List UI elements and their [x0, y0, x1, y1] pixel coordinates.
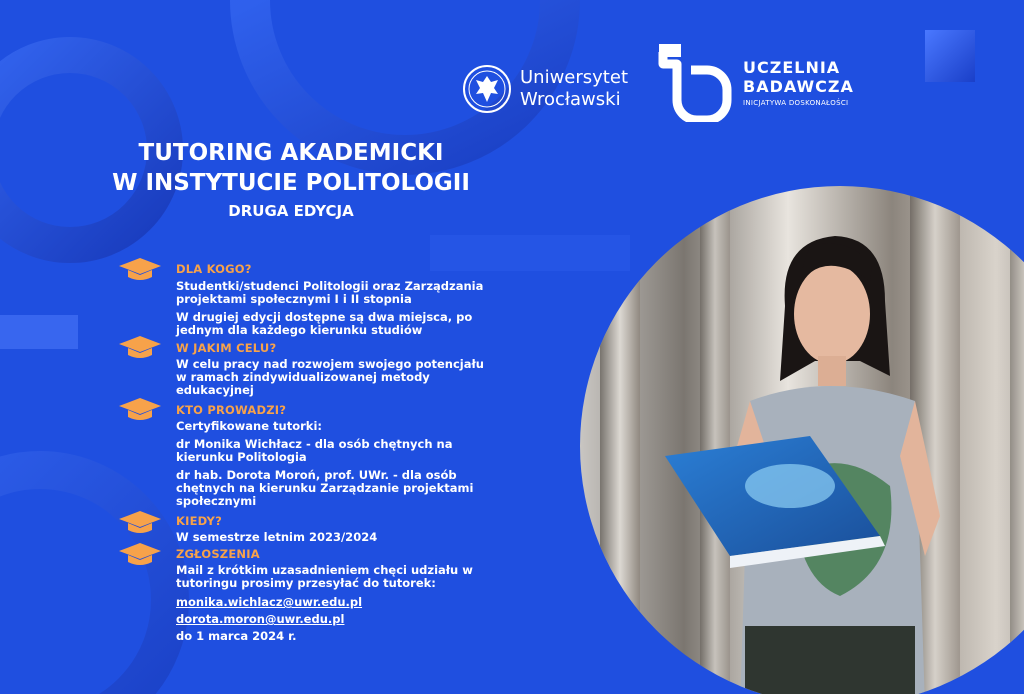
- graduation-cap-icon: [118, 509, 162, 535]
- text-line: tutoringu prosimy przesyłać do tutorek:: [176, 576, 436, 590]
- email-link-wichlacz[interactable]: monika.wichlacz@uwr.edu.pl: [176, 595, 363, 609]
- uwr-logo: [462, 64, 628, 114]
- section-heading: KIEDY?: [176, 514, 222, 528]
- graduation-cap-icon: [118, 256, 162, 282]
- text-line: kierunku Politologia: [176, 450, 307, 464]
- text-line: w ramach zindywidualizowanej metody: [176, 370, 430, 384]
- text-line: dr Monika Wichłacz - dla osób chętnych na: [176, 437, 453, 451]
- text-line: chętnych na kierunku Zarządzanie projektami: [176, 481, 474, 495]
- text-line: W drugiej edycji dostępne są dwa miejsca, po: [176, 310, 473, 324]
- section-heading: DLA KOGO?: [176, 262, 252, 276]
- text-line: Studentki/studenci Politologii oraz Zarządzania: [176, 279, 484, 293]
- uwr-name-line2: Wrocławski: [520, 89, 621, 110]
- text-line: W celu pracy nad rozwojem swojego potencjału: [176, 357, 484, 371]
- text-line: edukacyjnej: [176, 383, 254, 397]
- title-line1: TUTORING AKADEMICKI: [138, 140, 444, 166]
- graduation-cap-icon: [118, 396, 162, 422]
- ub-tagline: INICJATYWA DOSKONAŁOŚCI: [743, 98, 849, 107]
- ub-logo-mark-icon: [655, 42, 733, 122]
- eagle-seal-icon: [462, 64, 512, 114]
- text-line: jednym dla każdego kierunku studiów: [176, 323, 423, 337]
- email-link-moron[interactable]: dorota.moron@uwr.edu.pl: [176, 612, 345, 626]
- ub-logo: [655, 42, 854, 122]
- deadline-text: do 1 marca 2024 r.: [176, 629, 297, 643]
- subtitle: DRUGA EDYCJA: [228, 202, 354, 220]
- section-heading: KTO PROWADZI?: [176, 403, 287, 417]
- uwr-name-line1: Uniwersytet: [520, 67, 628, 88]
- text-line: W semestrze letnim 2023/2024: [176, 530, 378, 544]
- section-heading: W JAKIM CELU?: [176, 341, 277, 355]
- title-block: [60, 138, 522, 220]
- text-line: Mail z krótkim uzasadnieniem chęci udziału w: [176, 563, 473, 577]
- graduation-cap-icon: [118, 334, 162, 360]
- graduation-cap-icon: [118, 541, 162, 567]
- ub-line1: UCZELNIA: [743, 57, 841, 77]
- text-line: społecznymi: [176, 494, 257, 508]
- text-line: dr hab. Dorota Moroń, prof. UWr. - dla osób: [176, 468, 457, 482]
- text-line: projektami społecznymi I i II stopnia: [176, 292, 412, 306]
- text-line: Certyfikowane tutorki:: [176, 419, 322, 433]
- ub-line2: BADAWCZA: [743, 76, 854, 96]
- section-heading: ZGŁOSZENIA: [176, 547, 260, 561]
- title-line2: W INSTYTUCIE POLITOLOGII: [112, 170, 470, 196]
